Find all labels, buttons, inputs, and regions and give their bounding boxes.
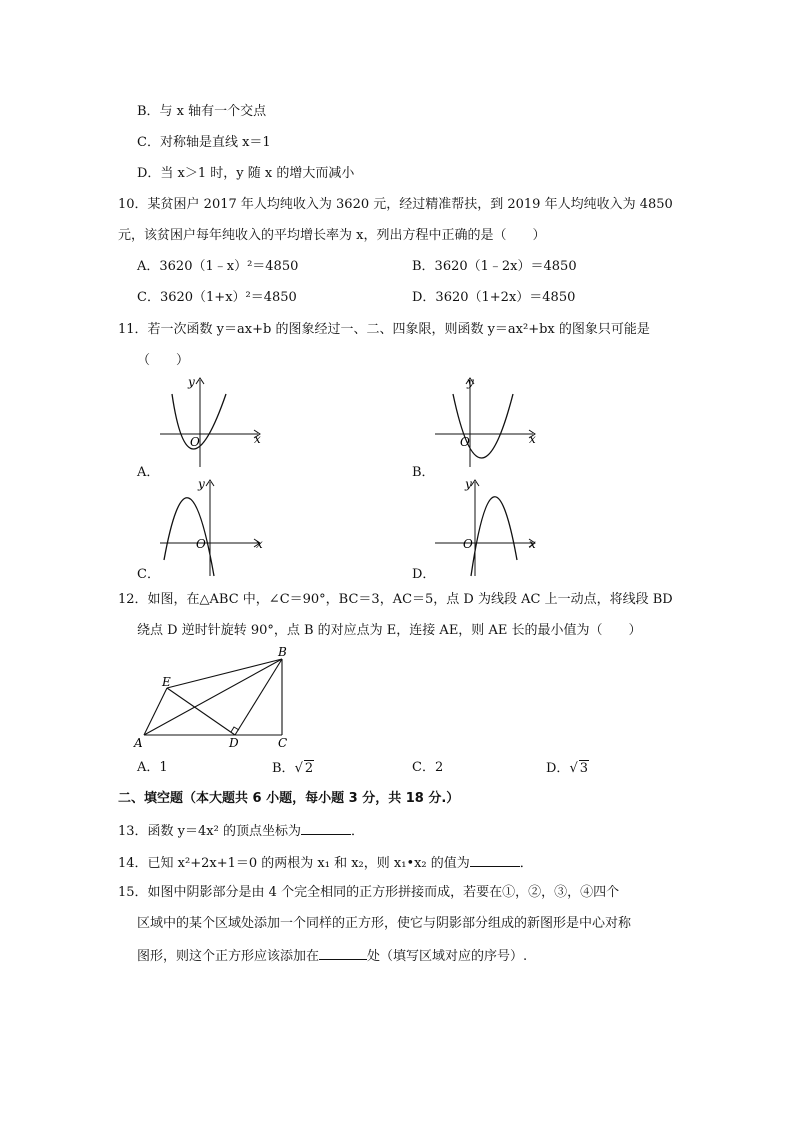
point-b-label: B — [278, 645, 287, 659]
q14 — [118, 854, 533, 872]
x-axis-label: x — [529, 537, 536, 551]
q14-end: ． — [519, 856, 533, 871]
q12-option-a: A．1 — [137, 760, 168, 775]
q11-graph-d — [425, 478, 545, 578]
q9-option-d: D．当 x＞1 时，y 随 x 的增大而减小 — [137, 166, 355, 181]
point-c-label: C — [278, 736, 288, 750]
q15-line3-pre: 图形，则这个正方形应该添加在 — [137, 949, 320, 964]
q9-option-b: B．与 x 轴有一个交点 — [137, 104, 267, 119]
q11-stem-line2: （ ） — [137, 353, 190, 368]
q11-option-c-label: C． — [137, 567, 160, 582]
q12-option-d — [546, 760, 589, 777]
q12-option-d-radicand: 3 — [579, 761, 589, 776]
q11-graph-a — [150, 372, 270, 472]
q13-end: ． — [350, 824, 364, 839]
segment-ae — [144, 688, 167, 735]
q13-answer-blank[interactable] — [301, 822, 351, 835]
q13-text: 13．函数 y＝4x² 的顶点坐标为 — [118, 824, 301, 839]
q11-graph-c — [150, 478, 270, 578]
y-axis-label: y — [465, 477, 472, 491]
q13 — [118, 822, 364, 840]
point-e-label: E — [162, 675, 171, 689]
parabola-curve — [471, 497, 517, 576]
segment-eb — [167, 659, 282, 688]
q15-line2: 区域中的某个区域处添加一个同样的正方形，使它与阴影部分组成的新图形是中心对称 — [137, 916, 632, 931]
y-axis-label: y — [198, 477, 205, 491]
origin-label: O — [196, 537, 206, 551]
q11-option-d-label: D． — [412, 567, 436, 582]
q11-stem-line1: 11．若一次函数 y＝ax+b 的图象经过一、二、四象限，则函数 y＝ax²+bx 的图象只可能是 — [118, 322, 650, 337]
parabola-curve — [164, 498, 214, 576]
q11-graph-b — [425, 372, 545, 472]
q12-option-b — [272, 760, 314, 777]
segment-de — [167, 688, 235, 735]
q12-stem-line1: 12．如图，在△ABC 中，∠C＝90°，BC＝3，AC＝5，点 D 为线段 AC 上一动点，将线段 BD — [118, 592, 673, 607]
y-axis-label: y — [467, 375, 474, 389]
sqrt-symbol: √ 2 — [294, 761, 314, 776]
q15-line3 — [137, 947, 527, 965]
x-axis-label: x — [256, 537, 263, 551]
q11-option-a-label: A． — [137, 465, 160, 480]
x-axis-label: x — [529, 432, 536, 446]
q15-line3-post: 处（填写区域对应的序号）. — [367, 949, 528, 964]
q14-text: 14．已知 x²+2x+1＝0 的两根为 x₁ 和 x₂，则 x₁•x₂ 的值为 — [118, 856, 470, 871]
q15-line1: 15．如图中阴影部分是由 4 个完全相同的正方形拼接而成，若要在①，②，③，④四个 — [118, 885, 620, 900]
x-axis-label: x — [254, 432, 261, 446]
q10-option-b: B．3620（1﹣2x）＝4850 — [412, 259, 577, 274]
q12-option-d-prefix: D． — [546, 761, 570, 776]
origin-label: O — [460, 435, 470, 449]
q10-stem-line1: 10．某贫困户 2017 年人均纯收入为 3620 元，经过精准帮扶，到 2019 年人均纯收入为 4850 — [118, 197, 673, 212]
q9-option-c: C．对称轴是直线 x＝1 — [137, 135, 271, 150]
q12-option-c: C．2 — [412, 760, 444, 775]
origin-label: O — [190, 435, 200, 449]
q14-answer-blank[interactable] — [470, 854, 520, 867]
q10-stem-line2: 元，该贫困户每年纯收入的平均增长率为 x，列出方程中正确的是（ ） — [118, 228, 546, 243]
q15-answer-blank[interactable] — [319, 947, 367, 960]
q10-option-c: C．3620（1+x）²＝4850 — [137, 290, 297, 305]
section-2-heading: 二、填空题（本大题共 6 小题，每小题 3 分，共 18 分.） — [118, 791, 460, 806]
q12-option-b-prefix: B． — [272, 761, 295, 776]
q10-option-d: D．3620（1+2x）＝4850 — [412, 290, 576, 305]
q10-option-a: A．3620（1﹣x）²＝4850 — [137, 259, 299, 274]
point-d-label: D — [229, 736, 239, 750]
origin-label: O — [463, 537, 473, 551]
segment-bd — [235, 659, 282, 735]
q11-option-b-label: B． — [412, 465, 435, 480]
point-a-label: A — [134, 736, 143, 750]
q12-stem-line2: 绕点 D 逆时针旋转 90°，点 B 的对应点为 E，连接 AE，则 AE 长的最小值为（ ） — [137, 623, 642, 638]
sqrt-symbol: √ 3 — [569, 761, 589, 776]
segment-ab — [144, 659, 282, 735]
y-axis-label: y — [188, 375, 195, 389]
q12-option-b-radicand: 2 — [304, 761, 314, 776]
q12-triangle-figure — [130, 643, 300, 753]
